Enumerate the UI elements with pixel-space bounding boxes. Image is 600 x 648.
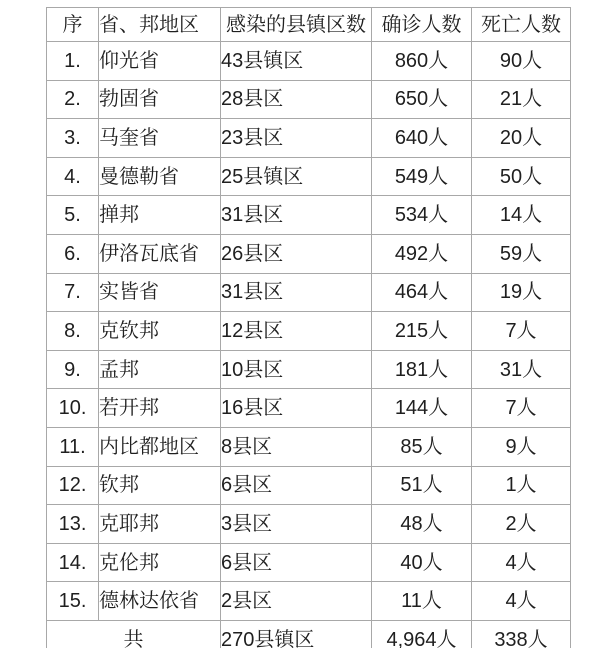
deaths-cell: 50人 xyxy=(472,157,571,196)
deaths-cell: 21人 xyxy=(472,80,571,119)
deaths-cell: 14人 xyxy=(472,196,571,235)
deaths-cell: 4人 xyxy=(472,543,571,582)
confirmed-cell: 11人 xyxy=(372,582,472,621)
region-cell: 克耶邦 xyxy=(99,505,221,544)
confirmed-cell: 650人 xyxy=(372,80,472,119)
deaths-cell: 20人 xyxy=(472,119,571,158)
confirmed-cell: 640人 xyxy=(372,119,472,158)
table-row xyxy=(47,427,571,466)
seq-cell: 8. xyxy=(47,312,99,351)
townships-cell: 31县区 xyxy=(221,273,372,312)
region-cell: 钦邦 xyxy=(99,466,221,505)
total-townships: 270县镇区 xyxy=(221,620,372,648)
townships-cell: 10县区 xyxy=(221,350,372,389)
deaths-cell: 31人 xyxy=(472,350,571,389)
statistics-table xyxy=(46,7,571,648)
confirmed-cell: 40人 xyxy=(372,543,472,582)
confirmed-cell: 549人 xyxy=(372,157,472,196)
townships-cell: 16县区 xyxy=(221,389,372,428)
region-cell: 内比都地区 xyxy=(99,427,221,466)
table-row xyxy=(47,543,571,582)
header-row xyxy=(47,8,571,42)
header-region: 省、邦地区 xyxy=(99,8,221,42)
seq-cell: 10. xyxy=(47,389,99,428)
table-row xyxy=(47,582,571,621)
deaths-cell: 9人 xyxy=(472,427,571,466)
table-row xyxy=(47,42,571,81)
seq-cell: 13. xyxy=(47,505,99,544)
confirmed-cell: 85人 xyxy=(372,427,472,466)
townships-cell: 6县区 xyxy=(221,466,372,505)
deaths-cell: 2人 xyxy=(472,505,571,544)
seq-cell: 7. xyxy=(47,273,99,312)
header-townships: 感染的县镇区数 xyxy=(221,8,372,42)
region-cell: 伊洛瓦底省 xyxy=(99,234,221,273)
townships-cell: 31县区 xyxy=(221,196,372,235)
table-row xyxy=(47,312,571,351)
region-cell: 孟邦 xyxy=(99,350,221,389)
table-row xyxy=(47,234,571,273)
confirmed-cell: 51人 xyxy=(372,466,472,505)
total-row xyxy=(47,620,571,648)
seq-cell: 12. xyxy=(47,466,99,505)
confirmed-cell: 492人 xyxy=(372,234,472,273)
confirmed-cell: 534人 xyxy=(372,196,472,235)
confirmed-cell: 860人 xyxy=(372,42,472,81)
total-confirmed: 4,964人 xyxy=(372,620,472,648)
seq-cell: 15. xyxy=(47,582,99,621)
region-cell: 克钦邦 xyxy=(99,312,221,351)
seq-cell: 14. xyxy=(47,543,99,582)
deaths-cell: 7人 xyxy=(472,389,571,428)
header-deaths: 死亡人数 xyxy=(472,8,571,42)
townships-cell: 6县区 xyxy=(221,543,372,582)
total-deaths: 338人 xyxy=(472,620,571,648)
region-cell: 曼德勒省 xyxy=(99,157,221,196)
deaths-cell: 90人 xyxy=(472,42,571,81)
townships-cell: 2县区 xyxy=(221,582,372,621)
townships-cell: 43县镇区 xyxy=(221,42,372,81)
table-row xyxy=(47,157,571,196)
table-row xyxy=(47,196,571,235)
table-row xyxy=(47,389,571,428)
header-confirmed: 确诊人数 xyxy=(372,8,472,42)
region-cell: 若开邦 xyxy=(99,389,221,428)
region-cell: 德林达依省 xyxy=(99,582,221,621)
townships-cell: 12县区 xyxy=(221,312,372,351)
confirmed-cell: 215人 xyxy=(372,312,472,351)
table-row xyxy=(47,505,571,544)
deaths-cell: 7人 xyxy=(472,312,571,351)
confirmed-cell: 181人 xyxy=(372,350,472,389)
region-cell: 实皆省 xyxy=(99,273,221,312)
confirmed-cell: 464人 xyxy=(372,273,472,312)
seq-cell: 2. xyxy=(47,80,99,119)
table-row xyxy=(47,273,571,312)
townships-cell: 23县区 xyxy=(221,119,372,158)
seq-cell: 1. xyxy=(47,42,99,81)
seq-cell: 9. xyxy=(47,350,99,389)
table-row xyxy=(47,466,571,505)
region-cell: 克伦邦 xyxy=(99,543,221,582)
deaths-cell: 59人 xyxy=(472,234,571,273)
confirmed-cell: 144人 xyxy=(372,389,472,428)
total-label-cell: 共 xyxy=(47,620,221,648)
table-row xyxy=(47,350,571,389)
seq-cell: 6. xyxy=(47,234,99,273)
table-row xyxy=(47,119,571,158)
townships-cell: 28县区 xyxy=(221,80,372,119)
header-seq: 序 xyxy=(47,8,99,42)
seq-cell: 4. xyxy=(47,157,99,196)
townships-cell: 25县镇区 xyxy=(221,157,372,196)
deaths-cell: 19人 xyxy=(472,273,571,312)
seq-cell: 11. xyxy=(47,427,99,466)
deaths-cell: 1人 xyxy=(472,466,571,505)
region-cell: 仰光省 xyxy=(99,42,221,81)
region-cell: 马奎省 xyxy=(99,119,221,158)
region-cell: 勃固省 xyxy=(99,80,221,119)
townships-cell: 26县区 xyxy=(221,234,372,273)
seq-cell: 5. xyxy=(47,196,99,235)
townships-cell: 3县区 xyxy=(221,505,372,544)
deaths-cell: 4人 xyxy=(472,582,571,621)
seq-cell: 3. xyxy=(47,119,99,158)
table-row xyxy=(47,80,571,119)
confirmed-cell: 48人 xyxy=(372,505,472,544)
region-cell: 掸邦 xyxy=(99,196,221,235)
townships-cell: 8县区 xyxy=(221,427,372,466)
